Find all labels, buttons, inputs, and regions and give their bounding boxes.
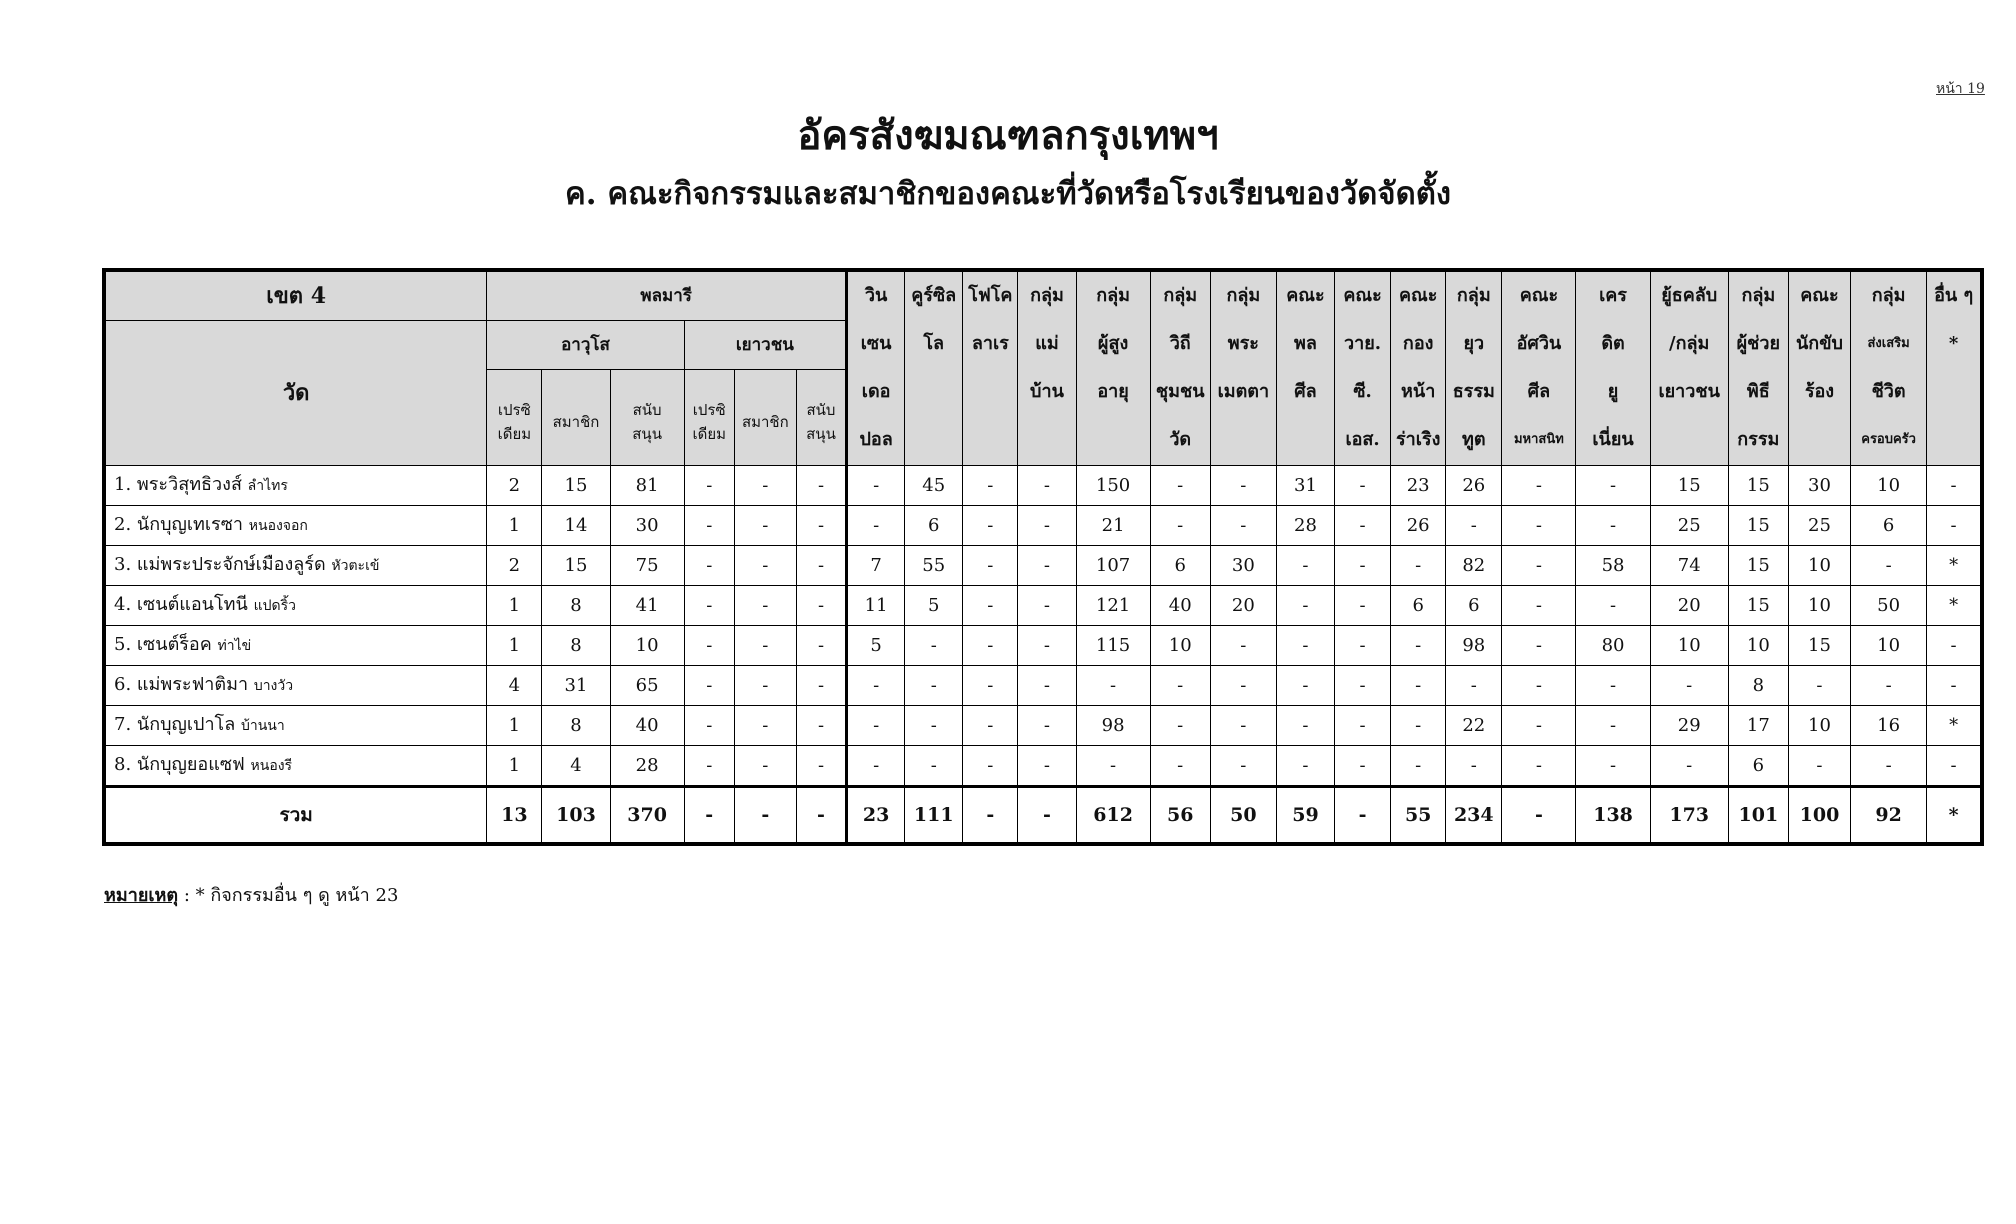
value-cell: 82 xyxy=(1446,546,1502,586)
value-cell: - xyxy=(1210,666,1276,706)
value-cell: 55 xyxy=(905,546,963,586)
total-value-cell: 370 xyxy=(610,787,684,845)
value-cell: - xyxy=(1210,626,1276,666)
total-value-cell: 92 xyxy=(1851,787,1927,845)
value-cell: - xyxy=(1650,746,1728,787)
value-cell: 10 xyxy=(1728,626,1788,666)
value-cell: 31 xyxy=(542,666,610,706)
activity-header: กลุ่ม ผู้ช่วย พิธี กรรม xyxy=(1728,270,1788,466)
value-cell: 6 xyxy=(1150,546,1210,586)
value-cell: - xyxy=(684,746,734,787)
sub-col-header: สมาชิก xyxy=(734,370,796,466)
value-cell: - xyxy=(684,506,734,546)
value-cell: 2 xyxy=(487,466,542,506)
value-cell: 81 xyxy=(610,466,684,506)
value-cell: - xyxy=(684,586,734,626)
value-cell: - xyxy=(905,706,963,746)
parish-name: 5. เซนต์ร็อค xyxy=(114,634,212,655)
value-cell: - xyxy=(1391,546,1446,586)
value-cell: - xyxy=(1927,666,1982,706)
value-cell: 25 xyxy=(1650,506,1728,546)
sub-col-header: สมาชิก xyxy=(542,370,610,466)
value-cell: - xyxy=(1150,506,1210,546)
value-cell: 15 xyxy=(1728,546,1788,586)
activity-table xyxy=(102,268,1984,846)
value-cell: * xyxy=(1927,586,1982,626)
sub-col-header: สนับ สนุน xyxy=(610,370,684,466)
value-cell: - xyxy=(1502,466,1576,506)
value-cell: - xyxy=(1335,626,1391,666)
total-value-cell: - xyxy=(1018,787,1076,845)
parish-name: 6. แม่พระฟาติมา xyxy=(114,674,249,695)
value-cell: - xyxy=(1576,706,1650,746)
value-cell: 8 xyxy=(1728,666,1788,706)
value-cell: 74 xyxy=(1650,546,1728,586)
value-cell: 10 xyxy=(1788,546,1850,586)
legion-of-mary-header: พลมารี xyxy=(487,270,847,321)
total-value-cell: - xyxy=(963,787,1018,845)
activity-header: คณะ กอง หน้า ร่าเริง xyxy=(1391,270,1446,466)
value-cell: - xyxy=(963,466,1018,506)
total-value-cell: - xyxy=(1335,787,1391,845)
zone-header: เขต 4 xyxy=(104,270,487,321)
value-cell: 40 xyxy=(1150,586,1210,626)
value-cell: - xyxy=(905,746,963,787)
value-cell: - xyxy=(963,626,1018,666)
value-cell: 8 xyxy=(542,586,610,626)
total-value-cell: 59 xyxy=(1276,787,1334,845)
value-cell: - xyxy=(796,746,846,787)
value-cell: - xyxy=(1018,746,1076,787)
total-value-cell: 138 xyxy=(1576,787,1650,845)
value-cell: - xyxy=(734,586,796,626)
parish-location: หัวตะเข้ xyxy=(331,558,380,574)
total-row xyxy=(104,787,1982,845)
activity-header: คณะ วาย. ซี. เอส. xyxy=(1335,270,1391,466)
value-cell: - xyxy=(1927,626,1982,666)
value-cell: - xyxy=(1276,586,1334,626)
value-cell: - xyxy=(1018,586,1076,626)
total-value-cell: * xyxy=(1927,787,1982,845)
parish-header: วัด xyxy=(104,321,487,466)
total-value-cell: 173 xyxy=(1650,787,1728,845)
value-cell: - xyxy=(1335,706,1391,746)
activity-header: กลุ่ม แม่ บ้าน xyxy=(1018,270,1076,466)
value-cell: - xyxy=(1210,506,1276,546)
total-value-cell: 612 xyxy=(1076,787,1150,845)
parish-name: 7. นักบุญเปาโล xyxy=(114,714,236,735)
value-cell: 28 xyxy=(610,746,684,787)
total-value-cell: 111 xyxy=(905,787,963,845)
value-cell: 6 xyxy=(905,506,963,546)
value-cell: - xyxy=(1018,546,1076,586)
value-cell: - xyxy=(847,506,905,546)
value-cell: - xyxy=(1446,506,1502,546)
value-cell: - xyxy=(1788,666,1850,706)
value-cell: - xyxy=(1391,706,1446,746)
value-cell: 10 xyxy=(1851,626,1927,666)
value-cell: - xyxy=(1502,746,1576,787)
value-cell: - xyxy=(796,666,846,706)
parish-name: 1. พระวิสุทธิวงส์ xyxy=(114,474,242,495)
value-cell: 4 xyxy=(487,666,542,706)
total-value-cell: 56 xyxy=(1150,787,1210,845)
value-cell: 1 xyxy=(487,746,542,787)
value-cell: - xyxy=(734,506,796,546)
table-row xyxy=(104,706,1982,746)
total-value-cell: 101 xyxy=(1728,787,1788,845)
page-subtitle: ค. คณะกิจกรรมและสมาชิกของคณะที่วัดหรือโรงเรียนของวัดจัดตั้ง xyxy=(565,176,1451,212)
value-cell: 6 xyxy=(1851,506,1927,546)
total-label: รวม xyxy=(104,787,487,845)
value-cell: 107 xyxy=(1076,546,1150,586)
parish-name-cell xyxy=(104,466,487,506)
value-cell: 2 xyxy=(487,546,542,586)
value-cell: - xyxy=(1210,706,1276,746)
activity-header: คณะ อัศวิน ศีล มหาสนิท xyxy=(1502,270,1576,466)
value-cell: - xyxy=(1076,666,1150,706)
value-cell: - xyxy=(1502,586,1576,626)
value-cell: 30 xyxy=(1210,546,1276,586)
value-cell: - xyxy=(1502,626,1576,666)
value-cell: 98 xyxy=(1076,706,1150,746)
total-value-cell: 100 xyxy=(1788,787,1850,845)
value-cell: - xyxy=(1391,666,1446,706)
value-cell: 8 xyxy=(542,706,610,746)
value-cell: 1 xyxy=(487,586,542,626)
value-cell: 16 xyxy=(1851,706,1927,746)
value-cell: 15 xyxy=(542,546,610,586)
parish-name: 4. เซนต์แอนโทนี xyxy=(114,594,248,615)
value-cell: - xyxy=(684,626,734,666)
value-cell: 1 xyxy=(487,506,542,546)
value-cell: 17 xyxy=(1728,706,1788,746)
value-cell: - xyxy=(847,466,905,506)
value-cell: 11 xyxy=(847,586,905,626)
value-cell: 40 xyxy=(610,706,684,746)
activity-header: กลุ่ม ยุว ธรรม ทูต xyxy=(1446,270,1502,466)
value-cell: - xyxy=(847,746,905,787)
footnote xyxy=(104,880,398,909)
value-cell: 65 xyxy=(610,666,684,706)
value-cell: 10 xyxy=(1788,586,1850,626)
value-cell: - xyxy=(1335,466,1391,506)
value-cell: 121 xyxy=(1076,586,1150,626)
value-cell: - xyxy=(734,626,796,666)
value-cell: 45 xyxy=(905,466,963,506)
value-cell: - xyxy=(1276,666,1334,706)
value-cell: * xyxy=(1927,706,1982,746)
page-number: หน้า 19 xyxy=(1936,81,1985,97)
value-cell: - xyxy=(1502,506,1576,546)
value-cell: - xyxy=(1927,466,1982,506)
value-cell: - xyxy=(796,706,846,746)
value-cell: - xyxy=(1335,586,1391,626)
table-row xyxy=(104,546,1982,586)
parish-name-cell xyxy=(104,546,487,586)
value-cell: - xyxy=(905,666,963,706)
value-cell: - xyxy=(1018,626,1076,666)
table-row xyxy=(104,466,1982,506)
total-value-cell: 13 xyxy=(487,787,542,845)
value-cell: - xyxy=(734,706,796,746)
activity-header: กลุ่ม วิถี ชุมชน วัด xyxy=(1150,270,1210,466)
parish-location: บ้านนา xyxy=(240,718,285,734)
value-cell: - xyxy=(796,506,846,546)
table-row xyxy=(104,586,1982,626)
value-cell: 22 xyxy=(1446,706,1502,746)
value-cell: - xyxy=(1018,706,1076,746)
value-cell: 6 xyxy=(1391,586,1446,626)
value-cell: * xyxy=(1927,546,1982,586)
value-cell: - xyxy=(796,546,846,586)
value-cell: - xyxy=(847,706,905,746)
value-cell: - xyxy=(796,466,846,506)
value-cell: - xyxy=(1927,746,1982,787)
value-cell: - xyxy=(1576,666,1650,706)
value-cell: 98 xyxy=(1446,626,1502,666)
activity-header: เคร ดิต ยู เนี่ยน xyxy=(1576,270,1650,466)
value-cell: - xyxy=(963,746,1018,787)
activity-header: กลุ่ม ผู้สูง อายุ xyxy=(1076,270,1150,466)
parish-location: หนองจอก xyxy=(248,518,308,534)
value-cell: - xyxy=(963,706,1018,746)
value-cell: - xyxy=(1576,466,1650,506)
footnote-text: : * กิจกรรมอื่น ๆ ดู หน้า 23 xyxy=(178,885,399,906)
activity-header: คูร์ซิล โล xyxy=(905,270,963,466)
parish-name: 3. แม่พระประจักษ์เมืองลูร์ด xyxy=(114,554,326,575)
value-cell: 10 xyxy=(1788,706,1850,746)
value-cell: - xyxy=(1576,746,1650,787)
sub-col-header: สนับ สนุน xyxy=(796,370,846,466)
value-cell: - xyxy=(1502,706,1576,746)
value-cell: - xyxy=(1446,666,1502,706)
value-cell: - xyxy=(1502,546,1576,586)
total-value-cell: - xyxy=(1502,787,1576,845)
sub-col-header: เปรซิ เดียม xyxy=(487,370,542,466)
value-cell: - xyxy=(684,546,734,586)
value-cell: 41 xyxy=(610,586,684,626)
value-cell: 10 xyxy=(1650,626,1728,666)
table-row xyxy=(104,626,1982,666)
value-cell: 150 xyxy=(1076,466,1150,506)
total-value-cell: 55 xyxy=(1391,787,1446,845)
value-cell: - xyxy=(1391,626,1446,666)
value-cell: - xyxy=(1276,546,1334,586)
value-cell: 15 xyxy=(1728,506,1788,546)
value-cell: 29 xyxy=(1650,706,1728,746)
value-cell: - xyxy=(1335,746,1391,787)
parish-name: 8. นักบุญยอแซฟ xyxy=(114,754,245,775)
value-cell: 1 xyxy=(487,626,542,666)
value-cell: - xyxy=(847,666,905,706)
value-cell: 23 xyxy=(1391,466,1446,506)
value-cell: - xyxy=(1502,666,1576,706)
value-cell: 7 xyxy=(847,546,905,586)
value-cell: - xyxy=(1391,746,1446,787)
value-cell: 8 xyxy=(542,626,610,666)
value-cell: - xyxy=(1076,746,1150,787)
value-cell: 1 xyxy=(487,706,542,746)
activity-header: อื่น ๆ * xyxy=(1927,270,1982,466)
value-cell: - xyxy=(905,626,963,666)
activity-header: โฟโค ลาเร xyxy=(963,270,1018,466)
value-cell: - xyxy=(1018,506,1076,546)
value-cell: 25 xyxy=(1788,506,1850,546)
value-cell: 30 xyxy=(610,506,684,546)
value-cell: - xyxy=(1576,586,1650,626)
total-value-cell: - xyxy=(796,787,846,845)
value-cell: - xyxy=(963,546,1018,586)
table-body xyxy=(104,466,1982,845)
parish-name-cell xyxy=(104,706,487,746)
value-cell: - xyxy=(734,666,796,706)
value-cell: - xyxy=(1018,666,1076,706)
total-value-cell: 50 xyxy=(1210,787,1276,845)
parish-name-cell xyxy=(104,506,487,546)
value-cell: - xyxy=(684,706,734,746)
value-cell: - xyxy=(963,666,1018,706)
value-cell: 6 xyxy=(1446,586,1502,626)
value-cell: - xyxy=(734,746,796,787)
activity-header: คณะ พล ศีล xyxy=(1276,270,1334,466)
value-cell: 6 xyxy=(1728,746,1788,787)
value-cell: - xyxy=(1576,506,1650,546)
youth-header: เยาวชน xyxy=(684,321,846,370)
value-cell: 10 xyxy=(1150,626,1210,666)
value-cell: 15 xyxy=(1650,466,1728,506)
value-cell: 28 xyxy=(1276,506,1334,546)
value-cell: 75 xyxy=(610,546,684,586)
value-cell: 21 xyxy=(1076,506,1150,546)
value-cell: - xyxy=(1335,666,1391,706)
parish-name-cell xyxy=(104,626,487,666)
activity-header: ยู้ธคลับ /กลุ่ม เยาวชน xyxy=(1650,270,1728,466)
table-row xyxy=(104,746,1982,787)
value-cell: 115 xyxy=(1076,626,1150,666)
senior-header: อาวุโส xyxy=(487,321,684,370)
value-cell: - xyxy=(1851,666,1927,706)
activity-header: คณะ นักขับ ร้อง xyxy=(1788,270,1850,466)
activity-header: วิน เซน เดอ ปอล xyxy=(847,270,905,466)
value-cell: - xyxy=(1276,626,1334,666)
total-value-cell: - xyxy=(684,787,734,845)
value-cell: - xyxy=(1276,746,1334,787)
value-cell: - xyxy=(1210,746,1276,787)
value-cell: - xyxy=(1150,666,1210,706)
value-cell: - xyxy=(1851,546,1927,586)
parish-location: ลำไทร xyxy=(247,478,288,494)
value-cell: - xyxy=(796,626,846,666)
value-cell: 26 xyxy=(1446,466,1502,506)
value-cell: 20 xyxy=(1650,586,1728,626)
value-cell: - xyxy=(963,506,1018,546)
value-cell: - xyxy=(1018,466,1076,506)
value-cell: 10 xyxy=(610,626,684,666)
activity-header: กลุ่ม พระ เมตตา xyxy=(1210,270,1276,466)
activity-header: กลุ่ม ส่งเสริม ชีวิต ครอบครัว xyxy=(1851,270,1927,466)
value-cell: - xyxy=(796,586,846,626)
value-cell: - xyxy=(1927,506,1982,546)
value-cell: - xyxy=(1150,466,1210,506)
value-cell: 15 xyxy=(1788,626,1850,666)
parish-name-cell xyxy=(104,746,487,787)
page-title: อัครสังฆมณฑลกรุงเทพฯ xyxy=(797,112,1219,159)
parish-location: ท่าไข่ xyxy=(217,638,252,654)
value-cell: 15 xyxy=(1728,466,1788,506)
value-cell: - xyxy=(1335,546,1391,586)
sub-col-header: เปรซิ เดียม xyxy=(684,370,734,466)
value-cell: 5 xyxy=(905,586,963,626)
value-cell: - xyxy=(1276,706,1334,746)
value-cell: - xyxy=(1210,466,1276,506)
value-cell: - xyxy=(684,666,734,706)
total-value-cell: 23 xyxy=(847,787,905,845)
footnote-label: หมายเหตุ xyxy=(104,885,179,906)
parish-location: แปดริ้ว xyxy=(253,598,296,614)
value-cell: 30 xyxy=(1788,466,1850,506)
table-row xyxy=(104,506,1982,546)
parish-location: บางวัว xyxy=(253,678,294,694)
value-cell: 15 xyxy=(1728,586,1788,626)
parish-name-cell xyxy=(104,586,487,626)
total-value-cell: 234 xyxy=(1446,787,1502,845)
value-cell: - xyxy=(1335,506,1391,546)
value-cell: 5 xyxy=(847,626,905,666)
value-cell: - xyxy=(734,466,796,506)
value-cell: 50 xyxy=(1851,586,1927,626)
value-cell: - xyxy=(1650,666,1728,706)
value-cell: 58 xyxy=(1576,546,1650,586)
total-value-cell: 103 xyxy=(542,787,610,845)
value-cell: - xyxy=(1851,746,1927,787)
value-cell: 15 xyxy=(542,466,610,506)
value-cell: - xyxy=(1446,746,1502,787)
parish-name-cell xyxy=(104,666,487,706)
value-cell: 26 xyxy=(1391,506,1446,546)
value-cell: - xyxy=(1150,746,1210,787)
total-value-cell: - xyxy=(734,787,796,845)
parish-location: หนองรี xyxy=(250,758,293,774)
parish-name: 2. นักบุญเทเรซา xyxy=(114,514,244,535)
value-cell: 14 xyxy=(542,506,610,546)
value-cell: - xyxy=(734,546,796,586)
value-cell: 20 xyxy=(1210,586,1276,626)
value-cell: - xyxy=(963,586,1018,626)
value-cell: 80 xyxy=(1576,626,1650,666)
value-cell: - xyxy=(1788,746,1850,787)
value-cell: - xyxy=(1150,706,1210,746)
value-cell: 31 xyxy=(1276,466,1334,506)
table-row xyxy=(104,666,1982,706)
value-cell: - xyxy=(684,466,734,506)
value-cell: 10 xyxy=(1851,466,1927,506)
value-cell: 4 xyxy=(542,746,610,787)
